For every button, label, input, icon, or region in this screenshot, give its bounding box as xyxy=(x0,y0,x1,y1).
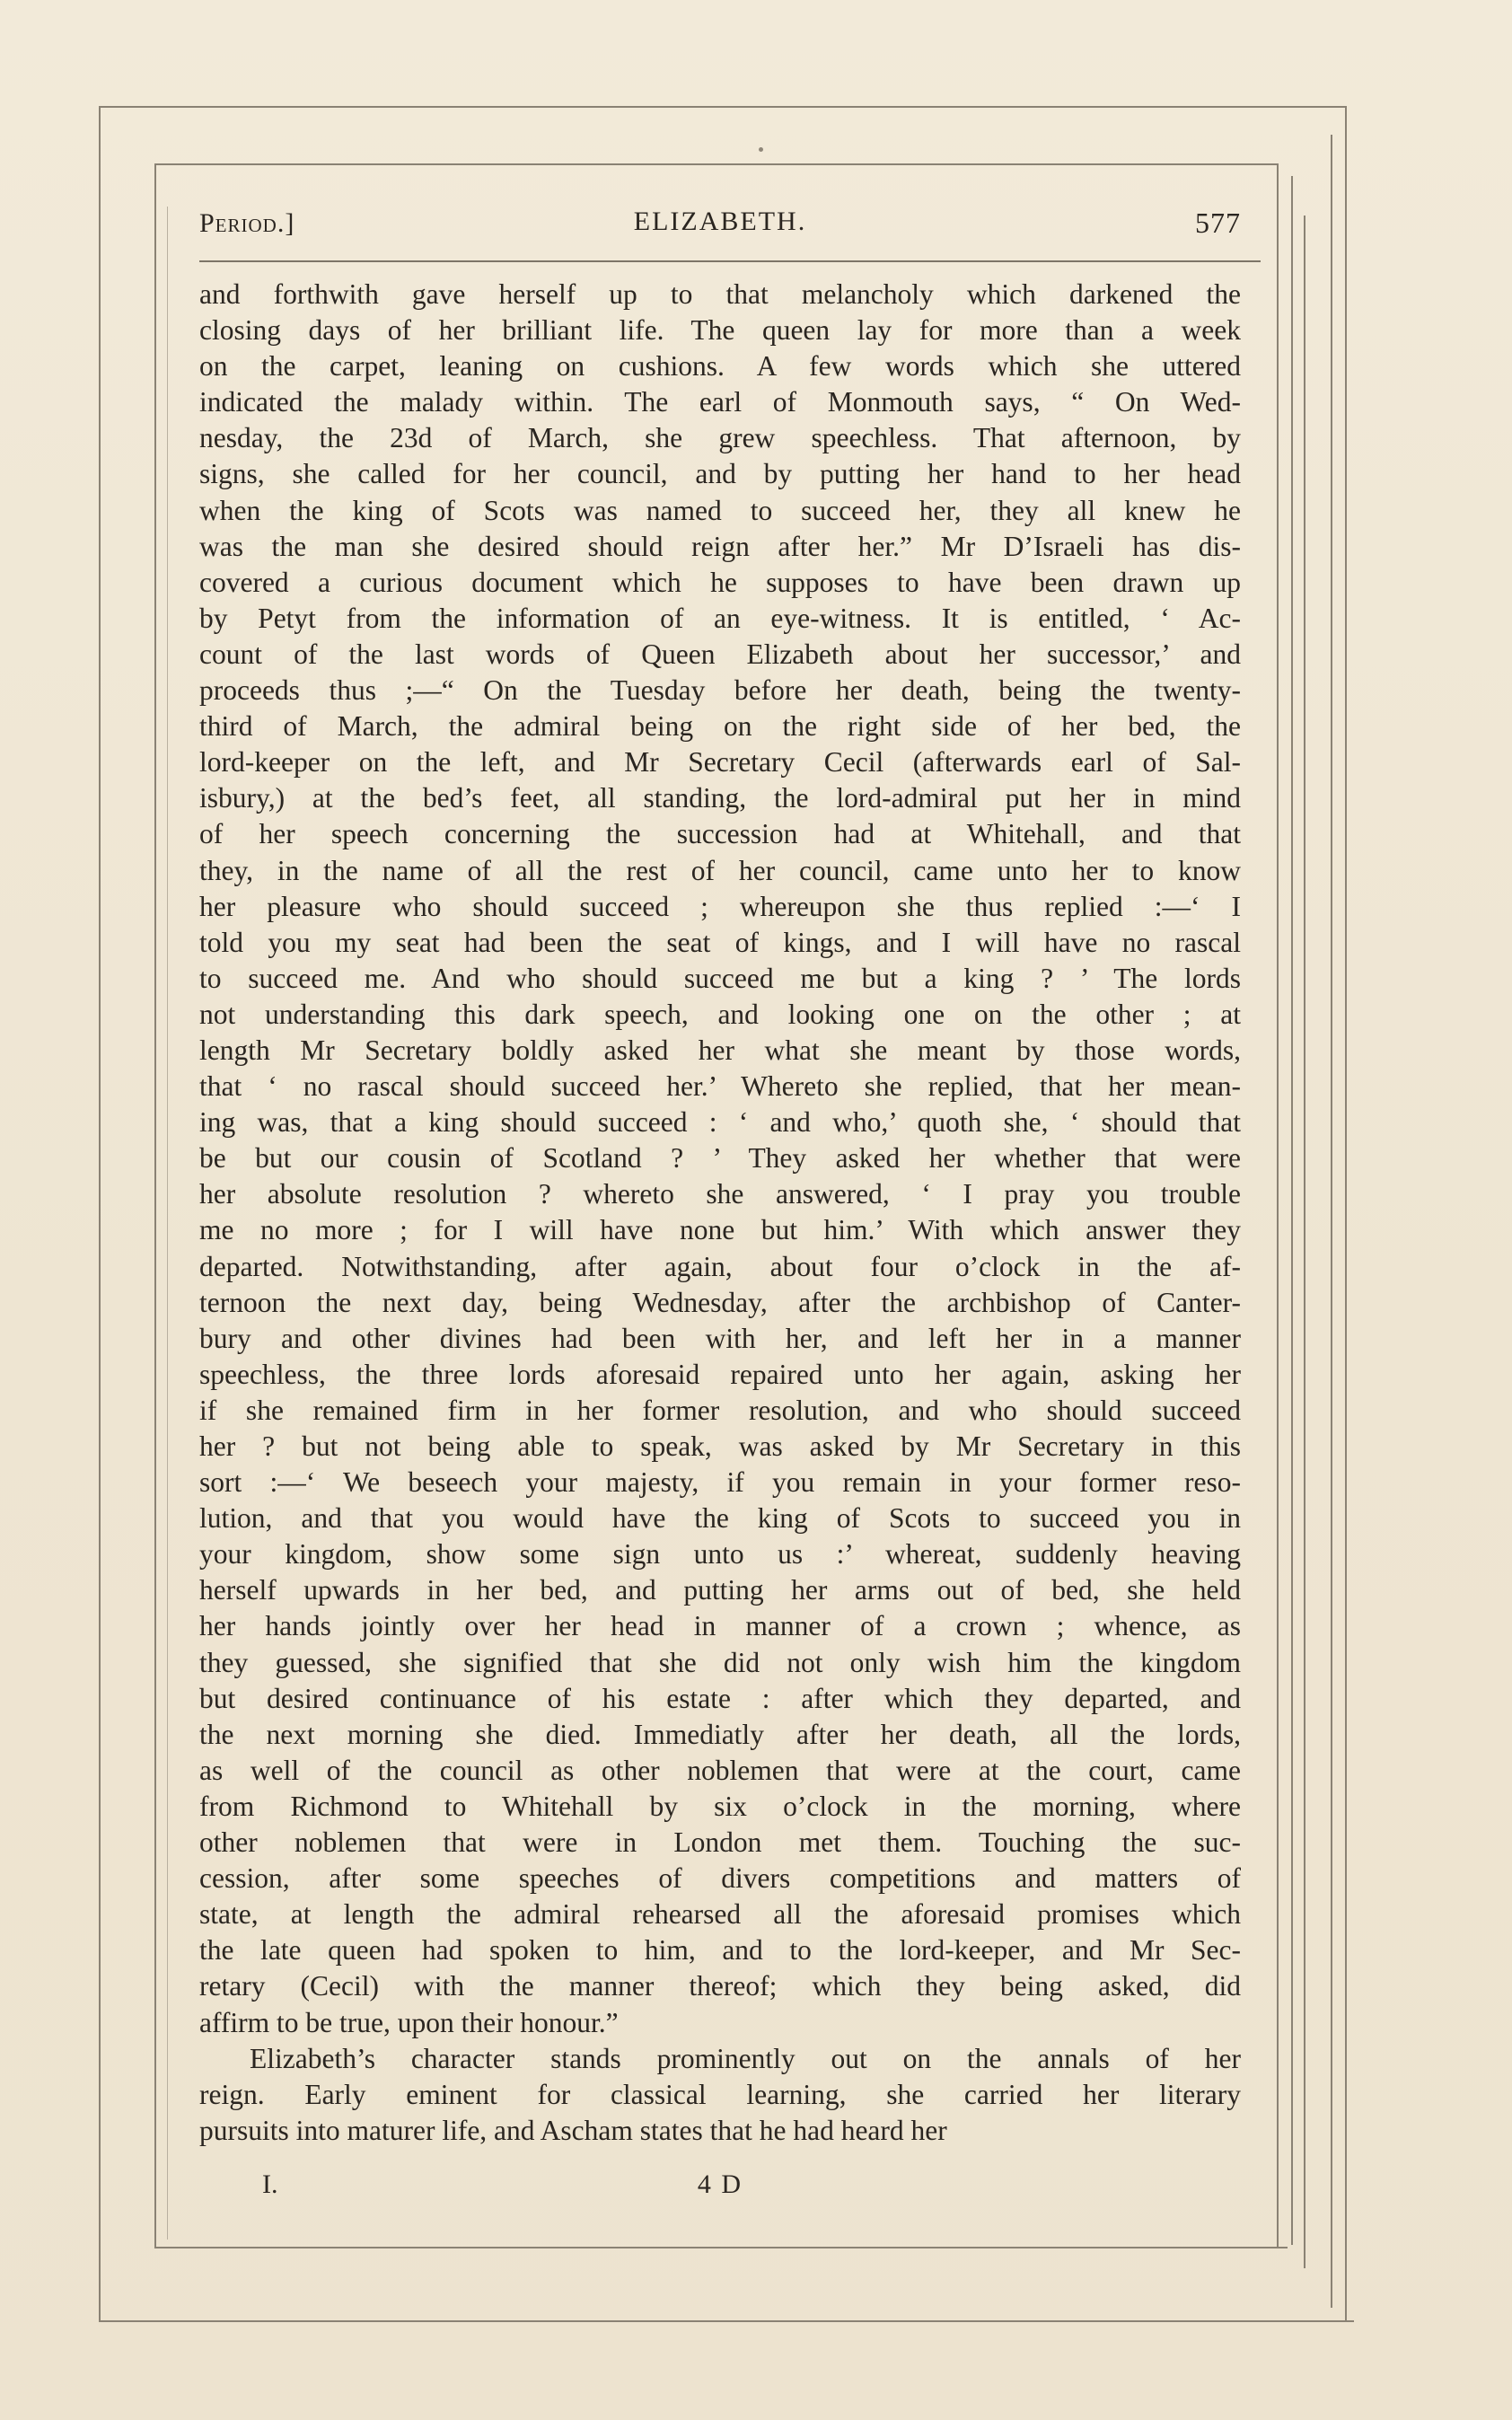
text-line: Elizabeth’s character stands prominently out on the annals of her xyxy=(250,2042,1241,2074)
text-line: to succeed me. And who should succeed me but a king ? ’ The lords xyxy=(199,962,1241,994)
binding-edge-line xyxy=(1291,176,1293,2245)
text-line: her absolute resolution ? whereto she answered, ‘ I pray you trouble xyxy=(199,1178,1241,1210)
text-line: be but our cousin of Scotland ? ’ They asked her whether that were xyxy=(199,1142,1241,1175)
outer-frame-bottom-rule xyxy=(99,2320,1354,2322)
text-line: not understanding this dark speech, and looking one on the other ; at xyxy=(199,998,1241,1030)
text-line: sort :—‘ We beseech your majesty, if you remain in your former reso- xyxy=(199,1466,1241,1499)
text-line: told you my seat had been the seat of kings, and I will have no rascal xyxy=(199,926,1241,958)
text-line: was the man she desired should reign after her.” Mr D’Israeli has dis- xyxy=(199,530,1241,562)
text-line: your kingdom, show some sign unto us :’ whereat, suddenly heaving xyxy=(199,1538,1241,1571)
inner-frame-bottom-rule xyxy=(154,2247,1288,2248)
text-line: departed. Notwithstanding, after again, about four o’clock in the af- xyxy=(199,1250,1241,1282)
text-line: ing was, that a king should succeed : ‘ and who,’ quoth she, ‘ should that xyxy=(199,1106,1241,1139)
outer-frame-right-rule xyxy=(1345,106,1347,2322)
page-footer xyxy=(199,2169,1241,2209)
faint-margin-line xyxy=(167,207,168,2240)
text-line: affirm to be true, upon their honour.” xyxy=(199,2006,619,2038)
inner-frame-left-rule xyxy=(154,163,156,2248)
signature-mark: 4 D xyxy=(697,2169,743,2199)
text-line: bury and other divines had been with her, and left her in a manner xyxy=(199,1322,1241,1354)
text-line: when the king of Scots was named to succeed her, they all knew he xyxy=(199,494,1241,526)
text-line: other noblemen that were in London met them. Touching the suc- xyxy=(199,1826,1241,1859)
inner-frame-top-rule xyxy=(154,163,1279,165)
text-line: if she remained firm in her former resolution, and who should succeed xyxy=(199,1394,1241,1426)
text-line: by Petyt from the information of an eye-witness. It is entitled, ‘ Ac- xyxy=(199,602,1241,634)
text-line: state, at length the admiral rehearsed all the aforesaid promises which xyxy=(199,1898,1241,1931)
text-line: lution, and that you would have the king of Scots to succeed you in xyxy=(199,1502,1241,1535)
text-line: pursuits into maturer life, and Ascham states that he had heard her xyxy=(199,2114,947,2146)
text-line: me no more ; for I will have none but him.’ With which answer they xyxy=(199,1214,1241,1246)
text-line: reign. Early eminent for classical learning, she carried her literary xyxy=(199,2078,1241,2110)
text-line: of her speech concerning the succession had at Whitehall, and that xyxy=(199,818,1241,850)
running-head-period: Period.] xyxy=(199,208,295,238)
text-line: length Mr Secretary boldly asked her what she meant by those words, xyxy=(199,1034,1241,1066)
text-line: nesday, the 23d of March, she grew speechless. That afternoon, by xyxy=(199,422,1241,454)
running-head xyxy=(199,203,1241,248)
text-line: third of March, the admiral being on the right side of her bed, the xyxy=(199,710,1241,743)
text-line: that ‘ no rascal should succeed her.’ Whereto she replied, that her mean- xyxy=(199,1070,1241,1103)
text-line: her pleasure who should succeed ; whereupon she thus replied :—‘ I xyxy=(199,890,1241,922)
text-line: her ? but not being able to speak, was asked by Mr Secretary in this xyxy=(199,1430,1241,1462)
binding-edge-line xyxy=(1304,216,1305,2268)
volume-number: I. xyxy=(262,2169,278,2199)
text-line: covered a curious document which he supposes to have been drawn up xyxy=(199,566,1241,598)
text-line: the next morning she died. Immediatly after her death, all the lords, xyxy=(199,1718,1241,1750)
text-line: indicated the malady within. The earl of Monmouth says, “ On Wed- xyxy=(199,386,1241,418)
text-line: count of the last words of Queen Elizabeth about her successor,’ and xyxy=(199,638,1241,670)
outer-frame-top-rule xyxy=(99,106,1345,108)
text-line: proceeds thus ;—“ On the Tuesday before her death, being the twenty- xyxy=(199,674,1241,707)
printer-dot xyxy=(759,147,763,152)
inner-frame-right-rule xyxy=(1277,163,1279,2248)
text-line: retary (Cecil) with the manner thereof; which they being asked, did xyxy=(199,1970,1241,2002)
header-rule xyxy=(199,260,1261,262)
text-line: but desired continuance of his estate : after which they departed, and xyxy=(199,1682,1241,1714)
text-line: they, in the name of all the rest of her council, came unto her to know xyxy=(199,854,1241,886)
text-line: the late queen had spoken to him, and to the lord-keeper, and Mr Sec- xyxy=(199,1934,1241,1967)
running-head-title: ELIZABETH. xyxy=(633,207,807,236)
body-text xyxy=(199,277,1241,2149)
text-line: speechless, the three lords aforesaid repaired unto her again, asking her xyxy=(199,1358,1241,1390)
text-line: as well of the council as other noblemen that were at the court, came xyxy=(199,1754,1241,1786)
text-line: they guessed, she signified that she did not only wish him the kingdom xyxy=(199,1646,1241,1678)
text-line: lord-keeper on the left, and Mr Secretary Cecil (afterwards earl of Sal- xyxy=(199,746,1241,779)
outer-frame-left-rule xyxy=(99,106,101,2322)
text-line: isbury,) at the bed’s feet, all standing, the lord-admiral put her in mind xyxy=(199,782,1241,814)
text-line: from Richmond to Whitehall by six o’clock in the morning, where xyxy=(199,1790,1241,1822)
text-line: and forthwith gave herself up to that melancholy which darkened the xyxy=(199,278,1241,310)
binding-edge-line xyxy=(1331,135,1332,2308)
text-line: on the carpet, leaning on cushions. A few words which she uttered xyxy=(199,350,1241,383)
page-number: 577 xyxy=(1195,207,1241,239)
text-line: signs, she called for her council, and by putting her hand to her head xyxy=(199,458,1241,490)
text-line: cession, after some speeches of divers competitions and matters of xyxy=(199,1862,1241,1895)
text-line: herself upwards in her bed, and putting her arms out of bed, she held xyxy=(199,1574,1241,1606)
text-line: her hands jointly over her head in manner of a crown ; whence, as xyxy=(199,1610,1241,1642)
text-line: closing days of her brilliant life. The queen lay for more than a week xyxy=(199,314,1241,347)
text-line: ternoon the next day, being Wednesday, after the archbishop of Canter- xyxy=(199,1286,1241,1318)
